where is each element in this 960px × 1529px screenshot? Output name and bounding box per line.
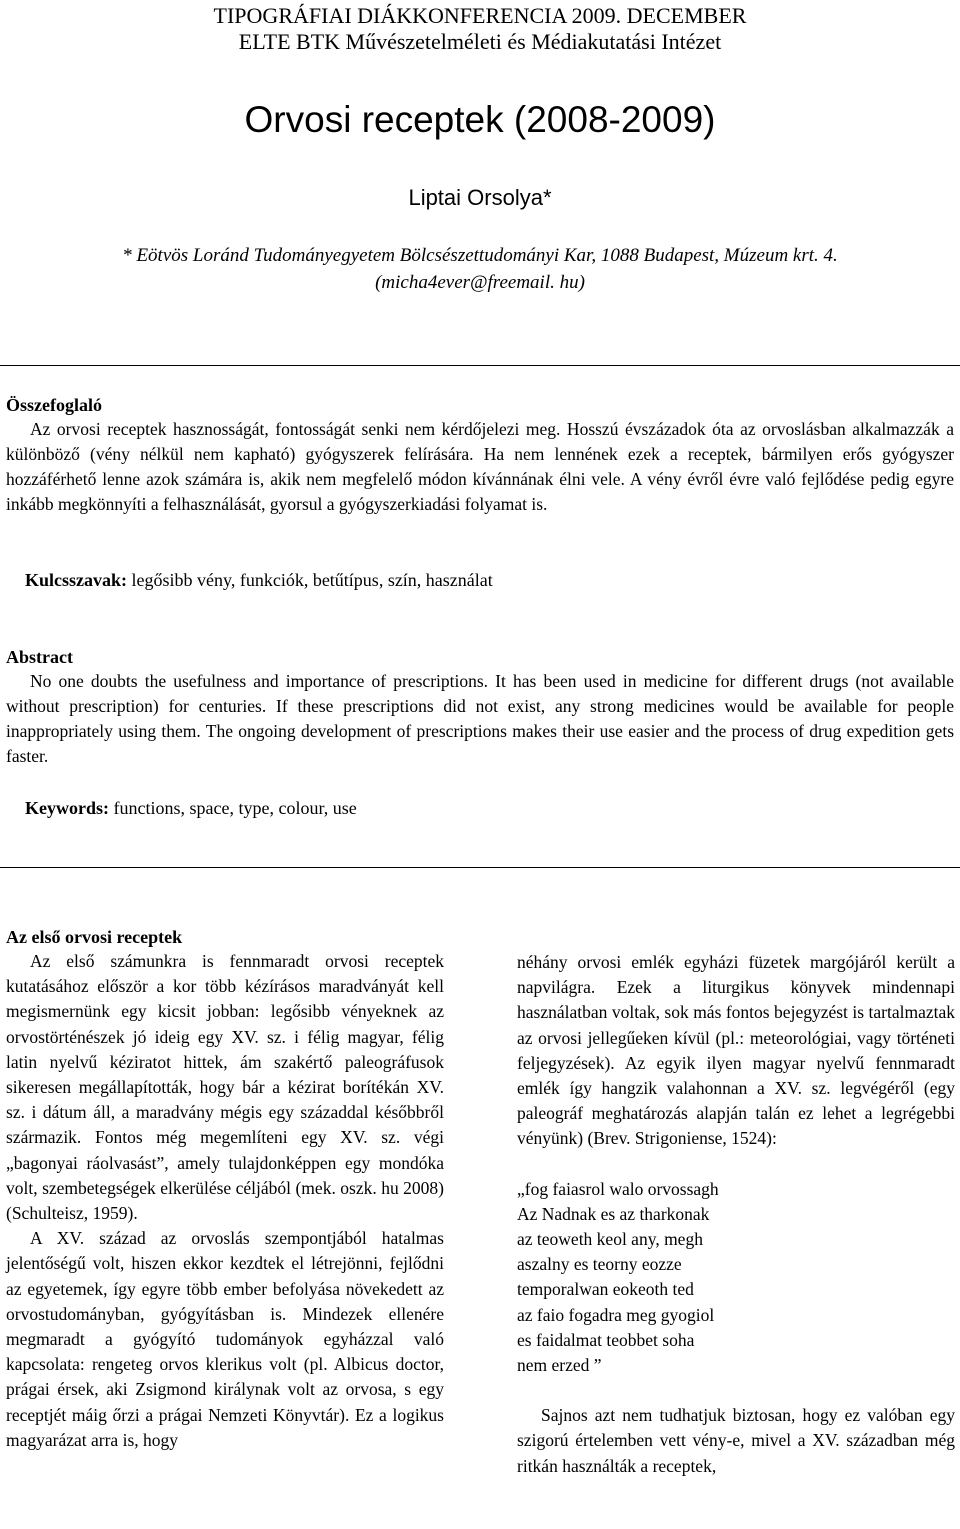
- conference-title: TIPOGRÁFIAI DIÁKKONFERENCIA 2009. DECEMBER: [213, 3, 747, 28]
- poem-line: es faidalmat teobbet soha: [517, 1329, 695, 1350]
- left-paragraph-1: Az első számunkra is fennmaradt orvosi receptek kutatásához először a kor több kézírásos maradványát kell megismernünk egy kicsit jobban: legősibb vényeknek az orvostörténészek jó ideig egy XV. sz. i félig magyar, félig latin nyelvű kéziratot hittek, ám szakértő paleográfusok sikeresen megállapították, hogy bár a kézirat borítékán XV. sz. i dátum áll, a maradvány mégis egy századdal későbbről származik. Fontos még megemlíteni egy XV. sz. végi „bagonyai ráolvasást”, amely tulajdonképpen egy mondóka volt, szembetegségek elkerülése céljából (mek. oszk. hu 2008) (Schulteisz, 1959).: [6, 951, 444, 1224]
- poem-block: [517, 1177, 955, 1379]
- column-right: [517, 950, 955, 1479]
- poem-line: nem erzed ”: [517, 1354, 602, 1375]
- keywords-en-text: functions, space, type, colour, use: [109, 798, 357, 818]
- summary-text: [6, 417, 954, 517]
- keywords-en: [25, 796, 357, 820]
- keywords-hu-label: Kulcsszavak:: [25, 570, 128, 590]
- poem-line: az teoweth keol any, megh: [517, 1229, 703, 1249]
- affiliation: [0, 242, 960, 296]
- keywords-hu-text: legősibb vény, funkciók, betűtípus, szín, használat: [127, 570, 493, 590]
- poem-line: Az Nadnak es az tharkonak: [517, 1203, 710, 1224]
- abstract-paragraph: No one doubts the usefulness and importance of prescriptions. It has been used in medicine for different drugs (not available without prescription) for centuries. If these prescriptions did not exist, any strong medicines would be available for people inappropriately using them. The ongoing development of prescriptions makes their use easier and the process of drug expedition gets faster.: [6, 671, 954, 766]
- institute-name: ELTE BTK Művészetelméleti és Médiakutatási Intézet: [238, 29, 722, 54]
- right-paragraph-2: Sajnos azt nem tudhatjuk biztosan, hogy ez valóban egy szigorú értelemben vett vény-e, mivel a XV. században még ritkán használták a receptek,: [517, 1405, 955, 1476]
- summary-paragraph: Az orvosi receptek hasznosságát, fontosságát senki nem kérdőjelezi meg. Hosszú évszázadok óta az orvoslásban alkalmazzák a különböző (vény nélkül nem kapható) gyógyszerek felírására. Ha nem lennének ezek a receptek, bármilyen erős gyógyszer hozzáférhető lenne azok számára is, akik nem megfelelő módon kívánnának élni vele. A vény évről évre való fejlődése pedig egyre inkább megkönnyíti a felhasználását, gyorsul a gyógyszerkiadási folyamat is.: [6, 419, 954, 514]
- abstract-heading: Abstract: [6, 647, 73, 667]
- left-paragraph-2: A XV. század az orvoslás szempontjából hatalmas jelentőségű volt, hiszen ekkor kezdtek el létrejönni, fejlődni az egyetemek, így egyre több ember befolyása növekedett az orvostudományban, gyógyításban is. Mindezek ellenére megmaradt a gyógyító tudományok egyházzal való kapcsolata: rengeteg orvos klerikus volt (pl. Albicus doctor, prágai érsek, aki Zsigmond királynak volt az orvosa, s egy receptjét máig őrzi a prágai Nemzeti Könyvtár). Ez a logikus magyarázat arra is, hogy: [6, 1228, 444, 1450]
- poem-line: temporalwan eokeoth ted: [517, 1279, 694, 1300]
- affiliation-email: (micha4ever@freemail. hu): [375, 272, 585, 293]
- author-name: Liptai Orsolya*: [408, 185, 552, 210]
- poem-line: aszalny es teorny eozze: [517, 1254, 682, 1275]
- paper-title: Orvosi receptek (2008-2009): [244, 99, 716, 140]
- divider-bottom: [0, 867, 960, 868]
- poem-line: „fog faiasrol walo orvossagh: [517, 1178, 719, 1199]
- affiliation-address: * Eötvös Loránd Tudományegyetem Bölcsészettudományi Kar, 1088 Budapest, Múzeum krt. 4.: [122, 245, 838, 266]
- column-left: [6, 949, 444, 1453]
- abstract-text: [6, 669, 954, 769]
- section-heading: Az első orvosi receptek: [6, 927, 183, 947]
- summary-heading: Összefoglaló: [6, 395, 102, 415]
- right-paragraph-1: néhány orvosi emlék egyházi füzetek margójáról került a napvilágra. Ezek a liturgikus könyvek mindennapi használatban voltak, sok más fontos bejegyzést is tartalmaztak az orvosi jellegűeken kívül (pl.: meteorológiai, vagy történeti feljegyzések). Az egyik ilyen magyar nyelvű fennmaradt emlék így hangzik valahonnan a XV. sz. legvégéről (egy paleográf meghatározás alapján talán ez lehet a legrégebbi vényünk) (Brev. Strigoniense, 1524):: [517, 952, 955, 1149]
- poem-line: az faio fogadra meg gyogiol: [517, 1304, 715, 1325]
- keywords-hu: [25, 568, 493, 592]
- keywords-en-label: Keywords:: [25, 798, 109, 818]
- divider-top: [0, 365, 960, 366]
